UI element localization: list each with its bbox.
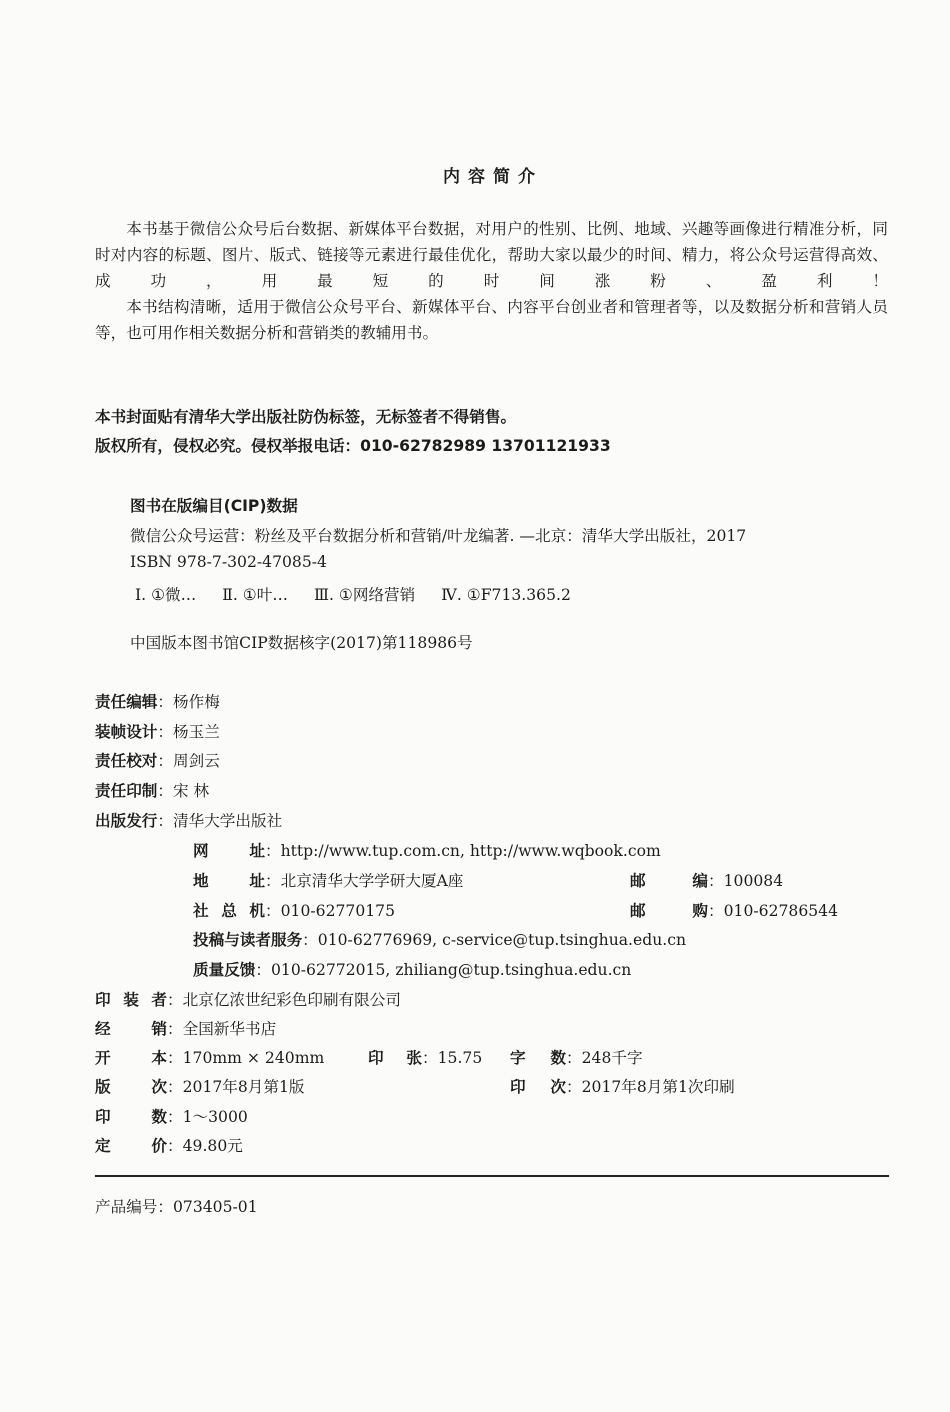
divider: [95, 1175, 889, 1177]
publisher-address: 地 址：北京清华大学学研大厦A座: [193, 872, 464, 890]
credit-design: 装帧设计：杨玉兰: [95, 723, 220, 741]
intro-paragraph: 本书结构清晰，适用于微信公众号平台、新媒体平台、内容平台创业者和管理者等，以及数据分析和营销人员等，也可用作相关数据分析和营销类的教辅用书。: [95, 298, 888, 342]
publisher-mailorder: 邮 购：010-62786544: [630, 902, 839, 920]
spec-printer: 印装者：北京亿浓世纪彩色印刷有限公司: [95, 991, 401, 1009]
spec-price: 定价：49.80元: [95, 1137, 243, 1155]
cip-record-number: 中国版本图书馆CIP数据核字(2017)第118986号: [130, 634, 473, 652]
cip-class-item: Ⅳ. ①F713.365.2: [441, 586, 571, 604]
spec-edition: 版次：2017年8月第1版: [95, 1078, 305, 1096]
cip-entry: 微信公众号运营：粉丝及平台数据分析和营销/叶龙编著. —北京：清华大学出版社，2017: [130, 527, 747, 545]
credit-print: 责任印制：宋 林: [95, 782, 210, 800]
intro-text: [95, 216, 888, 346]
spec-format: 开本：170mm × 240mm: [95, 1049, 325, 1067]
credit-publisher: 出版发行：清华大学出版社: [95, 812, 283, 830]
cip-class-item: Ⅱ. ①叶…: [222, 586, 288, 604]
cip-isbn: ISBN 978-7-302-47085-4: [130, 553, 327, 571]
credit-proof: 责任校对：周剑云: [95, 752, 220, 770]
cip-heading: 图书在版编目(CIP)数据: [130, 497, 298, 515]
publisher-web: 网 址：http://www.tup.com.cn, http://www.wqbook.com: [193, 842, 661, 860]
spec-impression: 印次：2017年8月第1次印刷: [510, 1078, 735, 1096]
product-code: 产品编号：073405-01: [95, 1198, 258, 1216]
publisher-switchboard: 社 总 机：010-62770175: [193, 902, 396, 920]
intro-paragraph: 本书基于微信公众号后台数据、新媒体平台数据，对用户的性别、比例、地域、兴趣等画像进行精准分析，同时对内容的标题、图片、版式、链接等元素进行最佳优化，帮助大家以最少的时间、精力，将公众号运营得高效、成功，用最短的时间涨粉、盈利！: [95, 220, 888, 290]
publisher-submission: 投稿与读者服务：010-62776969, c-service@tup.tsinghua.edu.cn: [193, 931, 686, 949]
cip-class-item: Ⅰ. ①微…: [135, 586, 197, 604]
cip-classification: [135, 583, 597, 605]
page-title: 内容简介: [443, 167, 543, 187]
publisher-postcode: 邮 编：100084: [630, 872, 784, 890]
copyright-notice: 版权所有，侵权必究。侵权举报电话：010-62782989 13701121933: [95, 437, 611, 455]
spec-distributor: 经销：全国新华书店: [95, 1020, 277, 1038]
publisher-feedback: 质量反馈：010-62772015, zhiliang@tup.tsinghua.edu.cn: [193, 961, 632, 979]
credit-editor: 责任编辑：杨作梅: [95, 693, 220, 711]
spec-words: 字数：248千字: [510, 1049, 643, 1067]
spec-sheets: 印张：15.75: [368, 1049, 483, 1067]
anti-counterfeit-notice: 本书封面贴有清华大学出版社防伪标签，无标签者不得销售。: [95, 408, 517, 426]
spec-printrun: 印数：1～3000: [95, 1108, 248, 1126]
cip-class-item: Ⅲ. ①网络营销: [313, 586, 416, 604]
